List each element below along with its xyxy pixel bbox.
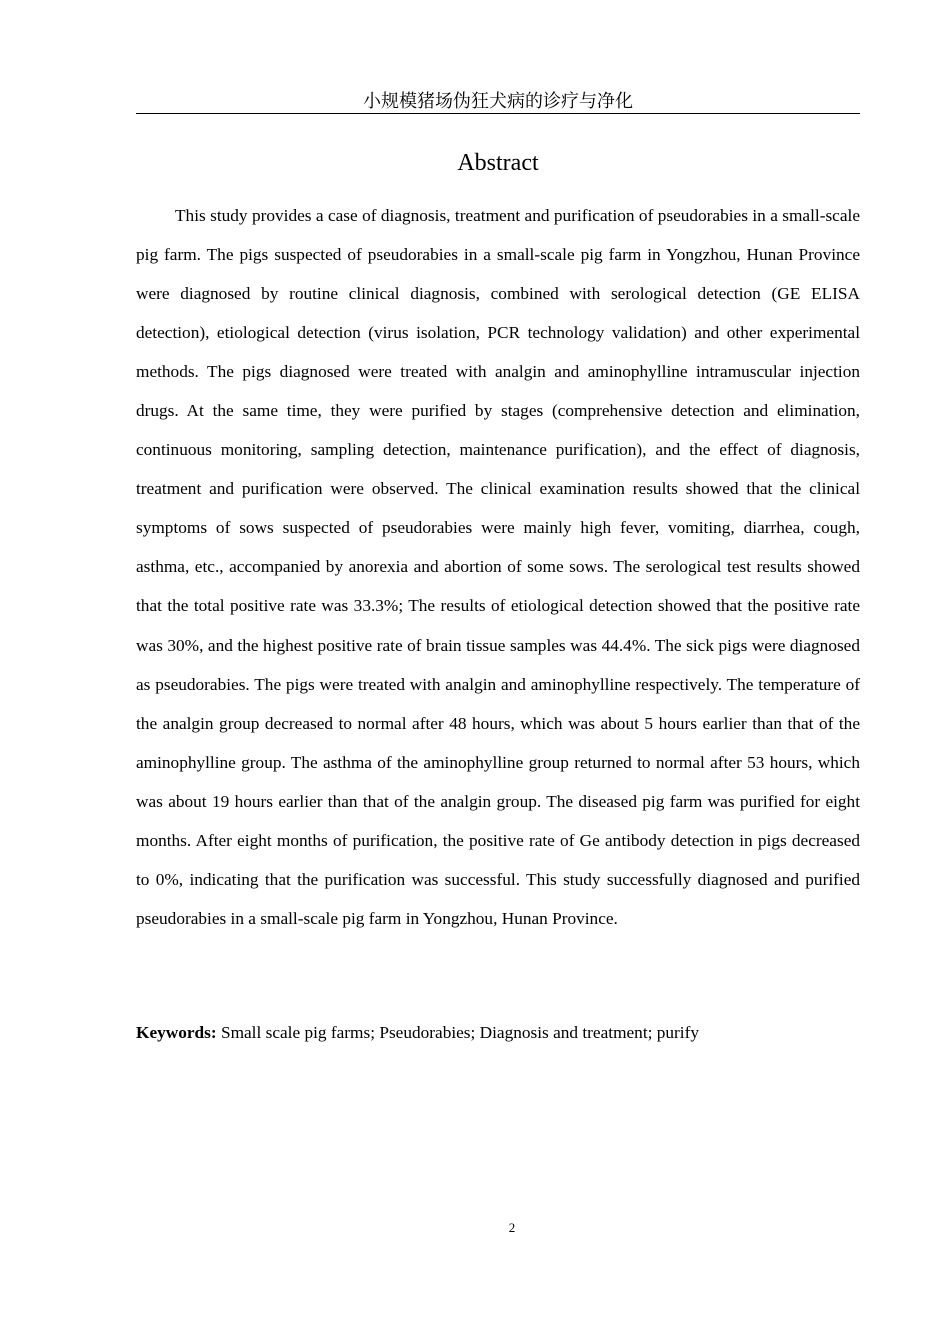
header-rule — [136, 113, 860, 114]
keywords-label: Keywords: — [136, 1023, 217, 1042]
page-number: 2 — [508, 1220, 516, 1235]
abstract-title: Abstract — [457, 150, 539, 176]
abstract-body: This study provides a case of diagnosis, treatment and purification of pseudorabies in a small-scale pig farm. The pigs suspected of pseudorabies in a small-scale pig farm in Yongzhou, Hunan Province were diagnosed by routine clinical diagnosis, combined with serological detection (GE ELISA detection), etiological detection (virus isolation, PCR technology validation) and other experimental methods. The pigs diagnosed were treated with analgin and aminophylline intramuscular injection drugs. At the same time, they were purified by stages (comprehensive detection and elimination, continuous monitoring, sampling detection, maintenance purification), and the effect of diagnosis, treatment and purification were observed. The clinical examination results showed that the clinical symptoms of sows suspected of pseudorabies were mainly high fever, vomiting, diarrhea, cough, asthma, etc., accompanied by anorexia and abortion of some sows. The serological test results showed that the total positive rate was 33.3%; The results of etiological detection showed that the positive rate was 30%, and the highest positive rate of brain tissue samples was 44.4%. The sick pigs were diagnosed as pseudorabies. The pigs were treated with analgin and aminophylline respectively. The temperature of the analgin group decreased to normal after 48 hours, which was about 5 hours earlier than that of the aminophylline group. The asthma of the aminophylline group returned to normal after 53 hours, which was about 19 hours earlier than that of the analgin group. The diseased pig farm was purified for eight months. After eight months of purification, the positive rate of Ge antibody detection in pigs decreased to 0%, indicating that the purification was successful. This study successfully diagnosed and purified pseudorabies in a small-scale pig farm in Yongzhou, Hunan Province. — [136, 206, 860, 928]
keywords-text: Small scale pig farms; Pseudorabies; Diagnosis and treatment; purify — [216, 1023, 699, 1042]
keywords-line — [136, 1018, 860, 1048]
running-header-title: 小规模猪场伪狂犬病的诊疗与净化 — [363, 91, 633, 112]
